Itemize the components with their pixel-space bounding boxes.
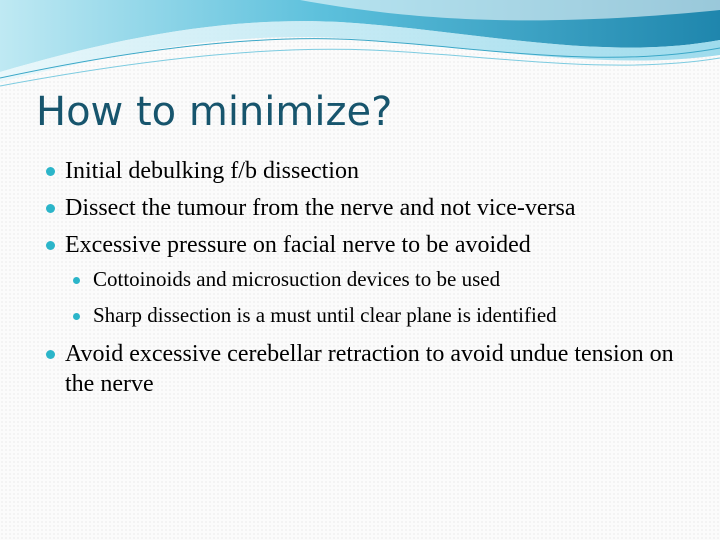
slide-title: How to minimize?: [36, 89, 393, 135]
header-wave-decoration: [0, 0, 720, 90]
bullet-dot-icon: [73, 313, 80, 320]
bullet-dot-icon: [46, 167, 55, 176]
bullet-text: Dissect the tumour from the nerve and not vice-versa: [65, 195, 576, 221]
bullet-dot-icon: [73, 277, 80, 284]
sub-bullet-text: Cottoinoids and microsuction devices to be used: [93, 267, 501, 291]
bullet-list: [44, 156, 694, 406]
sub-bullet-item: [72, 303, 694, 328]
bullet-text: Avoid excessive cerebellar retraction to avoid undue tension on the nerve: [65, 341, 674, 397]
bullet-dot-icon: [46, 350, 55, 359]
bullet-text: Initial debulking f/b dissection: [65, 158, 359, 184]
bullet-item: [44, 193, 694, 223]
bullet-text: Excessive pressure on facial nerve to be avoided: [65, 232, 531, 258]
bullet-dot-icon: [46, 204, 55, 213]
bullet-item: [44, 339, 694, 399]
bullet-dot-icon: [46, 241, 55, 250]
sub-bullet-text: Sharp dissection is a must until clear plane is identified: [93, 303, 557, 327]
bullet-item: [44, 230, 694, 260]
sub-bullet-item: [72, 267, 694, 292]
bullet-item: [44, 156, 694, 186]
